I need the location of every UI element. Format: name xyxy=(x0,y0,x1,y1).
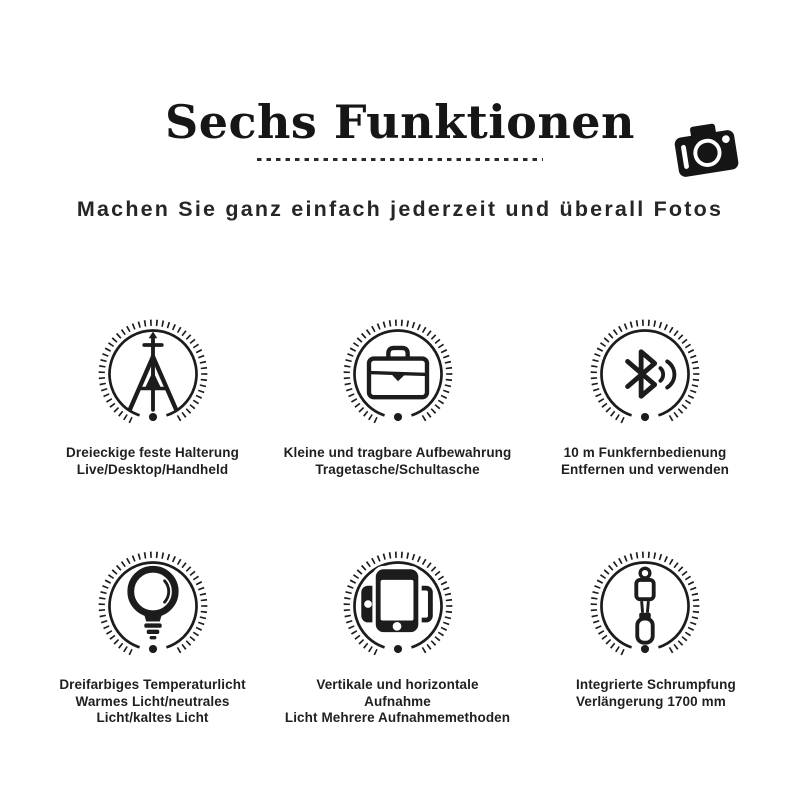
feature-caption-line: Live/Desktop/Handheld xyxy=(76,461,229,477)
feature-grid xyxy=(30,316,770,727)
feature-caption-line: Integrierte Schrumpfung xyxy=(576,677,736,692)
feature-caption-line: Dreieckige feste Halterung xyxy=(66,445,239,460)
dashed-divider xyxy=(257,158,543,161)
feature-caption xyxy=(285,677,510,727)
bluetooth-icon xyxy=(587,316,703,432)
feature-caption-line: Warmes Licht/neutrales xyxy=(75,693,230,709)
lightbulb-icon xyxy=(95,548,211,664)
feature-item-tripod xyxy=(30,316,275,478)
tripod-icon xyxy=(95,316,211,432)
feature-caption-line: Dreifarbiges Temperaturlicht xyxy=(59,677,246,692)
feature-caption xyxy=(59,677,245,727)
subtitle: Machen Sie ganz einfach jederzeit und überall Fotos xyxy=(76,197,724,221)
briefcase-icon xyxy=(340,316,456,432)
feature-caption-line: Vertikale und horizontale xyxy=(316,677,479,692)
feature-caption xyxy=(284,445,512,478)
feature-caption-line: Licht Mehrere Aufnahmemethoden xyxy=(284,710,511,725)
feature-item-extension xyxy=(520,548,770,727)
feature-caption xyxy=(561,445,729,478)
feature-caption-line: Kleine und tragbare Aufbewahrung xyxy=(283,445,512,460)
page-title: Sechs Funktionen xyxy=(164,95,636,149)
selfie-stick-icon xyxy=(587,548,703,664)
feature-item-light xyxy=(30,548,275,727)
feature-caption-line: Licht/kaltes Licht xyxy=(96,710,209,725)
feature-caption-line: Aufnahme xyxy=(364,693,431,709)
feature-caption xyxy=(576,677,736,710)
feature-caption-line: Verlängerung 1700 mm xyxy=(576,693,726,709)
feature-item-remote xyxy=(520,316,770,478)
feature-caption-line: Entfernen und verwenden xyxy=(560,461,730,477)
feature-caption-line: 10 m Funkfernbedienung xyxy=(563,445,727,460)
feature-caption-line: Tragetasche/Schultasche xyxy=(315,461,480,477)
camera-icon xyxy=(670,118,742,181)
phone-rotate-icon xyxy=(340,548,456,664)
feature-item-bag xyxy=(275,316,520,478)
feature-item-orientation xyxy=(275,548,520,727)
feature-caption xyxy=(66,445,239,478)
